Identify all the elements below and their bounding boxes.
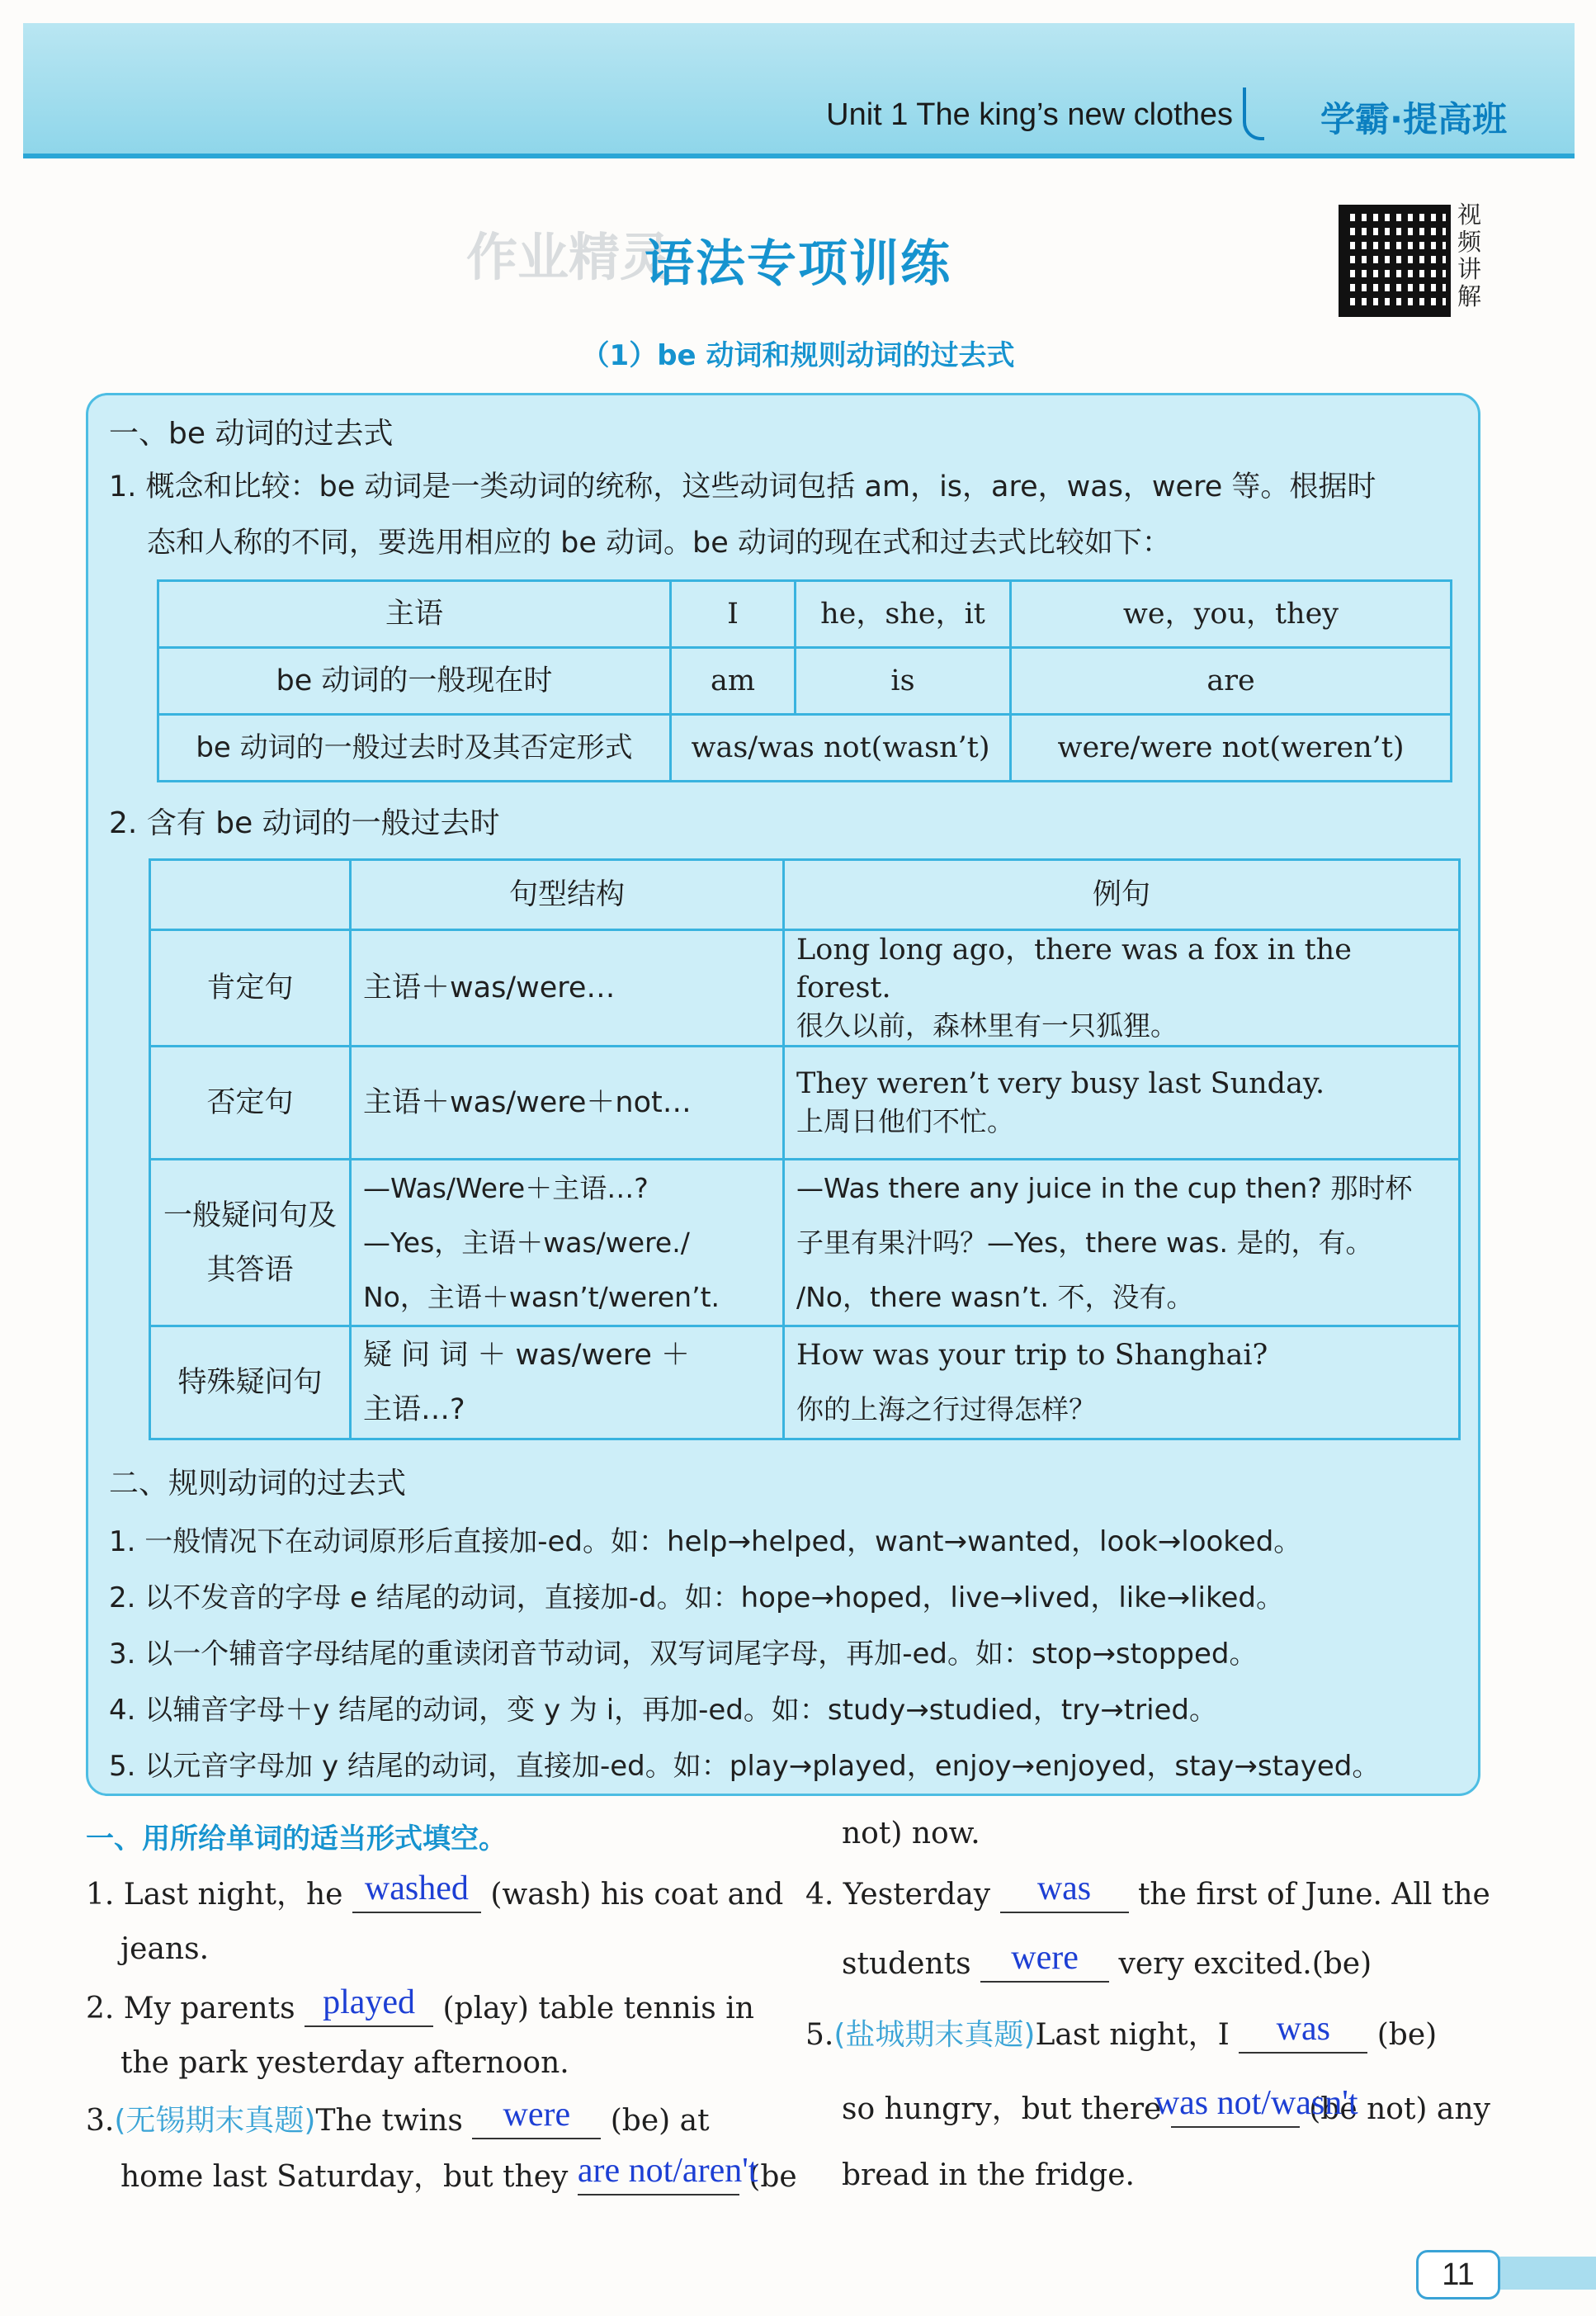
brand-label: 学霸·提高班: [1320, 99, 1507, 139]
table-cell: are: [1011, 648, 1452, 715]
point2-heading: 2. 含有 be 动词的一般过去时: [109, 806, 500, 840]
table-cell: 主语＋was/were＋not…: [351, 1047, 784, 1160]
rule-item: 4. 以辅音字母＋y 结尾的动词，变 y 为 i，再加-ed。如：study→studied，try→tried。: [109, 1694, 1218, 1727]
rule-item: 1. 一般情况下在动词原形后直接加-ed。如：help→helped，want→wanted，look→looked。: [109, 1525, 1302, 1558]
page-number: 11: [1416, 2250, 1500, 2299]
question-text: the first of June. All the: [1137, 1878, 1490, 1912]
structure-line: —Yes，主语＋was/were./: [363, 1226, 690, 1259]
answer-blank[interactable]: [472, 2096, 601, 2139]
answer-blank[interactable]: [577, 2152, 758, 2195]
table-cell: 肯定句: [150, 930, 351, 1047]
table-cell: 句型结构: [351, 860, 784, 930]
table-cell: was/was not(wasn’t): [671, 715, 1011, 782]
answer-blank[interactable]: [980, 1939, 1109, 1983]
structure-line: 疑 问 词 ＋ was/were ＋: [363, 1339, 691, 1372]
watermark: 作业精灵: [466, 227, 672, 287]
question-1: [86, 1869, 784, 1913]
table-cell: [150, 860, 351, 930]
question-3: [86, 2096, 710, 2139]
question-text: 2. My parents: [86, 1992, 295, 2025]
answer-blank[interactable]: [352, 1869, 481, 1913]
table-cell: 主语: [158, 581, 671, 648]
point1-line1: 1. 概念和比较：be 动词是一类动词的统称，这些动词包括 am，is，are，was，were 等。根据时: [109, 470, 1376, 503]
rule-item: 5. 以元音字母加 y 结尾的动词，直接加-ed。如：play→played，enjoy→enjoyed，stay→stayed。: [109, 1750, 1381, 1783]
question-text: (play) table tennis in: [442, 1992, 754, 2025]
question-text: (be): [1376, 2018, 1438, 2052]
question-text: (be: [748, 2160, 797, 2194]
structure-line: 主语…?: [363, 1393, 465, 1426]
answer-blank[interactable]: [1154, 2084, 1358, 2128]
table-cell: [351, 1160, 784, 1326]
answer-blank[interactable]: [1239, 2010, 1367, 2054]
be-verb-table: [157, 579, 1452, 782]
table-row: [150, 1160, 1460, 1326]
table-row: [150, 1326, 1460, 1439]
table-cell: am: [671, 648, 796, 715]
example-cn: 上周日他们不忙。: [796, 1105, 1014, 1137]
question-text: very excited.(be): [1118, 1947, 1372, 1981]
example-en: They weren’t very busy last Sunday.: [796, 1067, 1325, 1100]
question-5-line2: [842, 2084, 1490, 2128]
question-number: 5.: [805, 2018, 834, 2052]
example-line: /No，there wasn’t. 不，没有。: [796, 1280, 1194, 1313]
question-3-line3: not) now.: [842, 1817, 980, 1850]
example-cn: 你的上海之行过得怎样？: [796, 1393, 1096, 1425]
question-text: (wash) his coat and: [490, 1878, 784, 1912]
table-row: [158, 581, 1452, 648]
table-row: [158, 648, 1452, 715]
question-text: 1. Last night，he: [86, 1878, 343, 1912]
answer: were: [1011, 1939, 1079, 1977]
answer: washed: [364, 1869, 469, 1907]
rule-item: 2. 以不发音的字母 e 结尾的动词，直接加-d。如：hope→hoped，live→lived，like→liked。: [109, 1581, 1284, 1614]
question-text: (be) at: [610, 2104, 710, 2138]
example-cn: 很久以前，森林里有一只狐狸。: [796, 1009, 1178, 1042]
question-text: so hungry，but there: [842, 2092, 1162, 2126]
question-4-line2: [842, 1939, 1372, 1983]
table-cell: [784, 930, 1460, 1047]
qr-code-icon[interactable]: [1339, 205, 1451, 317]
table-cell: I: [671, 581, 796, 648]
example-line: —Was there any juice in the cup then? 那时杯: [796, 1171, 1413, 1204]
answer: was: [1276, 2010, 1330, 2048]
qr-label: 视频讲解: [1457, 201, 1482, 310]
answer: were: [503, 2096, 571, 2134]
example-en: How was your trip to Shanghai?: [796, 1339, 1268, 1372]
section1-heading: 一、be 动词的过去式: [109, 417, 394, 451]
question-text: home last Saturday，but they: [120, 2160, 569, 2194]
table-cell: 主语＋was/were…: [351, 930, 784, 1047]
table-row: [150, 860, 1460, 930]
table-cell: be 动词的一般现在时: [158, 648, 671, 715]
question-5: [805, 2010, 1438, 2054]
section-subtitle: （1）be 动词和规则动词的过去式: [581, 339, 1015, 372]
unit-title: Unit 1 The king’s new clothes: [826, 97, 1233, 132]
table-row: [150, 930, 1460, 1047]
question-2-line2: the park yesterday afternoon.: [120, 2046, 569, 2080]
source-tag: (盐城期末真题): [833, 2018, 1036, 2052]
answer: was not/wasn't: [1154, 2084, 1358, 2122]
answer-blank[interactable]: [305, 1983, 433, 2027]
table-cell: he，she，it: [796, 581, 1011, 648]
table-cell: [784, 1160, 1460, 1326]
table-cell: 例句: [784, 860, 1460, 930]
table-cell: 特殊疑问句: [150, 1326, 351, 1439]
section2-heading: 二、规则动词的过去式: [109, 1467, 407, 1501]
question-text: (be not) any: [1309, 2092, 1490, 2126]
table-cell: 否定句: [150, 1047, 351, 1160]
question-text: Last night，I: [1035, 2018, 1230, 2052]
exercise-heading: 一、用所给单词的适当形式填空。: [86, 1822, 507, 1855]
table-cell: were/were not(weren’t): [1011, 715, 1452, 782]
question-number: 3.: [86, 2104, 115, 2138]
table-cell: [784, 1047, 1460, 1160]
source-tag: (无锡期末真题): [114, 2104, 316, 2138]
question-text: 4. Yesterday: [805, 1878, 991, 1912]
question-text: The twins: [315, 2104, 463, 2138]
structure-line: No，主语＋wasn’t/weren’t.: [363, 1280, 720, 1313]
header-arrow-icon: [1243, 87, 1264, 140]
question-2: [86, 1983, 754, 2027]
question-4: [805, 1869, 1490, 1913]
rule-item: 3. 以一个辅音字母结尾的重读闭音节动词，双写词尾字母，再加-ed。如：stop→stopped。: [109, 1638, 1258, 1671]
answer-blank[interactable]: [1000, 1869, 1129, 1913]
table-cell: [351, 1326, 784, 1439]
example-en: Long long ago，there was a fox in the forest.: [796, 933, 1352, 1004]
table-cell: [784, 1326, 1460, 1439]
table-row: [158, 715, 1452, 782]
question-1-line2: jeans.: [120, 1932, 210, 1966]
sentence-pattern-table: [149, 858, 1461, 1440]
table-row: [150, 1047, 1460, 1160]
question-3-line2: [120, 2152, 797, 2195]
page-title: 语法专项训练: [645, 235, 951, 293]
answer: was: [1036, 1869, 1092, 1907]
example-line: 子里有果汁吗？—Yes，there was. 是的，有。: [796, 1226, 1373, 1259]
table-cell: 一般疑问句及其答语: [150, 1160, 351, 1326]
point1-line2: 态和人称的不同，要选用相应的 be 动词。be 动词的现在式和过去式比较如下：: [147, 527, 1171, 560]
answer: are not/aren't: [577, 2152, 758, 2190]
answer: played: [323, 1983, 416, 2021]
table-cell: is: [796, 648, 1011, 715]
question-5-line3: bread in the fridge.: [842, 2158, 1135, 2192]
table-cell: be 动词的一般过去时及其否定形式: [158, 715, 671, 782]
table-cell: we，you，they: [1011, 581, 1452, 648]
structure-line: —Was/Were＋主语…?: [363, 1171, 649, 1204]
question-text: students: [842, 1947, 971, 1981]
